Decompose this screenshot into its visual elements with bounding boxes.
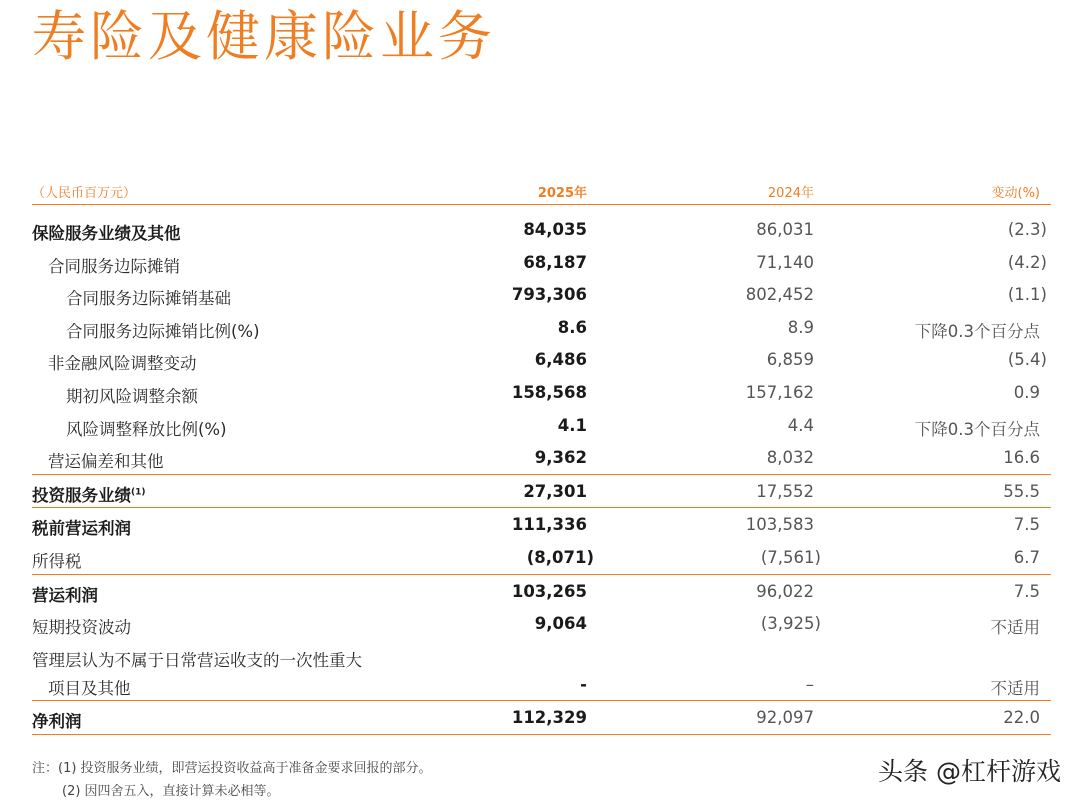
table-row — [32, 213, 1051, 246]
value-2025: 68,187 — [523, 252, 587, 272]
row-label: 项目及其他 — [48, 678, 131, 698]
col-header-change: 变动(%) — [991, 186, 1040, 201]
value-change: 7.5 — [1013, 515, 1040, 535]
row-label: 短期投资波动 — [32, 618, 131, 638]
value-change: 6.7 — [1013, 547, 1040, 567]
table-row — [32, 541, 1051, 574]
footnote-1: 注：(1) 投资服务业绩，即营运投资收益高于准备金要求回报的部分。 — [32, 761, 432, 776]
footnote-2: (2) 因四舍五入，直接计算未必相等。 — [62, 784, 280, 799]
value-2024: 92,097 — [756, 708, 814, 728]
value-2024: (7,561) — [760, 547, 821, 567]
table-row — [32, 246, 1051, 279]
value-change: 不适用 — [990, 618, 1040, 638]
value-2025: 8.6 — [557, 317, 587, 337]
value-2024: 157,162 — [745, 382, 814, 402]
value-2025: 158,568 — [511, 382, 587, 402]
value-2024: – — [805, 674, 814, 694]
financial-table — [32, 178, 1051, 735]
value-2024: (3,925) — [760, 614, 821, 634]
col-header-2025: 2025年 — [537, 186, 587, 201]
table-row — [32, 607, 1051, 640]
row-label: 营运利润 — [32, 585, 98, 605]
value-2024: 103,583 — [745, 515, 814, 535]
row-label: 投资服务业绩$^{(1)}$ — [32, 485, 146, 505]
value-change: 55.5 — [1003, 481, 1040, 501]
value-2025: - — [580, 674, 587, 694]
row-label: 风险调整释放比例(%) — [66, 419, 227, 439]
value-2025: 111,336 — [511, 515, 587, 535]
value-2025: 9,064 — [534, 614, 587, 634]
value-change: 不适用 — [990, 678, 1040, 698]
watermark: 头条 @杠杆游戏 — [878, 757, 1061, 786]
value-2024: 86,031 — [756, 220, 814, 239]
value-change: 下降0.3个百分点 — [914, 419, 1040, 439]
row-label: 合同服务边际摊销 — [48, 256, 180, 276]
col-header-2024: 2024年 — [767, 186, 814, 201]
value-2025: 6,486 — [534, 350, 587, 370]
table-row — [32, 574, 1051, 608]
value-change: (5.4) — [1007, 350, 1047, 370]
value-2024: 71,140 — [756, 252, 814, 272]
table-row — [32, 640, 1051, 668]
unit-label: （人民币百万元） — [32, 186, 137, 201]
value-2025: 9,362 — [534, 448, 587, 468]
value-2024: 802,452 — [745, 285, 814, 305]
table-row — [32, 409, 1051, 442]
value-2024: 4.4 — [787, 415, 814, 435]
value-change: (2.3) — [1007, 220, 1047, 239]
table-row — [32, 278, 1051, 311]
table-row — [32, 376, 1051, 409]
page-title: 寿险及健康险业务 — [32, 5, 496, 68]
row-label: 营运偏差和其他 — [48, 452, 164, 472]
row-label: 非金融风险调整变动 — [48, 354, 197, 374]
value-2025: 793,306 — [511, 285, 587, 305]
value-change: (4.2) — [1007, 252, 1047, 272]
value-2025: 84,035 — [523, 220, 587, 239]
value-2025: 27,301 — [523, 481, 587, 501]
table-row — [32, 668, 1051, 701]
value-2024: 6,859 — [766, 350, 814, 370]
table-row — [32, 441, 1051, 474]
row-label: 管理层认为不属于日常营运收支的一次性重大 — [32, 650, 362, 670]
value-change: 下降0.3个百分点 — [914, 321, 1040, 341]
value-change: 7.5 — [1013, 581, 1040, 601]
value-change: 0.9 — [1013, 382, 1040, 402]
value-2024: 8,032 — [766, 448, 814, 468]
row-label: 净利润 — [32, 712, 82, 732]
value-2025: 112,329 — [511, 708, 587, 728]
row-label: 所得税 — [32, 551, 82, 571]
value-2024: 17,552 — [756, 481, 814, 501]
row-label: 保险服务业绩及其他 — [32, 224, 181, 243]
value-change: 16.6 — [1003, 448, 1040, 468]
row-label: 合同服务边际摊销比例(%) — [66, 321, 260, 341]
value-change: 22.0 — [1003, 708, 1040, 728]
row-label: 期初风险调整余额 — [66, 386, 198, 406]
value-2025: (8,071) — [526, 547, 594, 567]
footnote-marker: (1) — [131, 487, 146, 498]
table-row — [32, 474, 1051, 508]
table-row — [32, 311, 1051, 344]
value-2024: 8.9 — [787, 317, 814, 337]
value-2025: 103,265 — [511, 581, 587, 601]
value-change: (1.1) — [1007, 285, 1047, 305]
row-label: 税前营运利润 — [32, 519, 131, 539]
table-row — [32, 343, 1051, 376]
value-2024: 96,022 — [756, 581, 814, 601]
table-header — [32, 178, 1051, 205]
value-2025: 4.1 — [557, 415, 587, 435]
row-label: 合同服务边际摊销基础 — [66, 289, 231, 309]
table-row — [32, 700, 1051, 735]
table-row — [32, 507, 1051, 541]
